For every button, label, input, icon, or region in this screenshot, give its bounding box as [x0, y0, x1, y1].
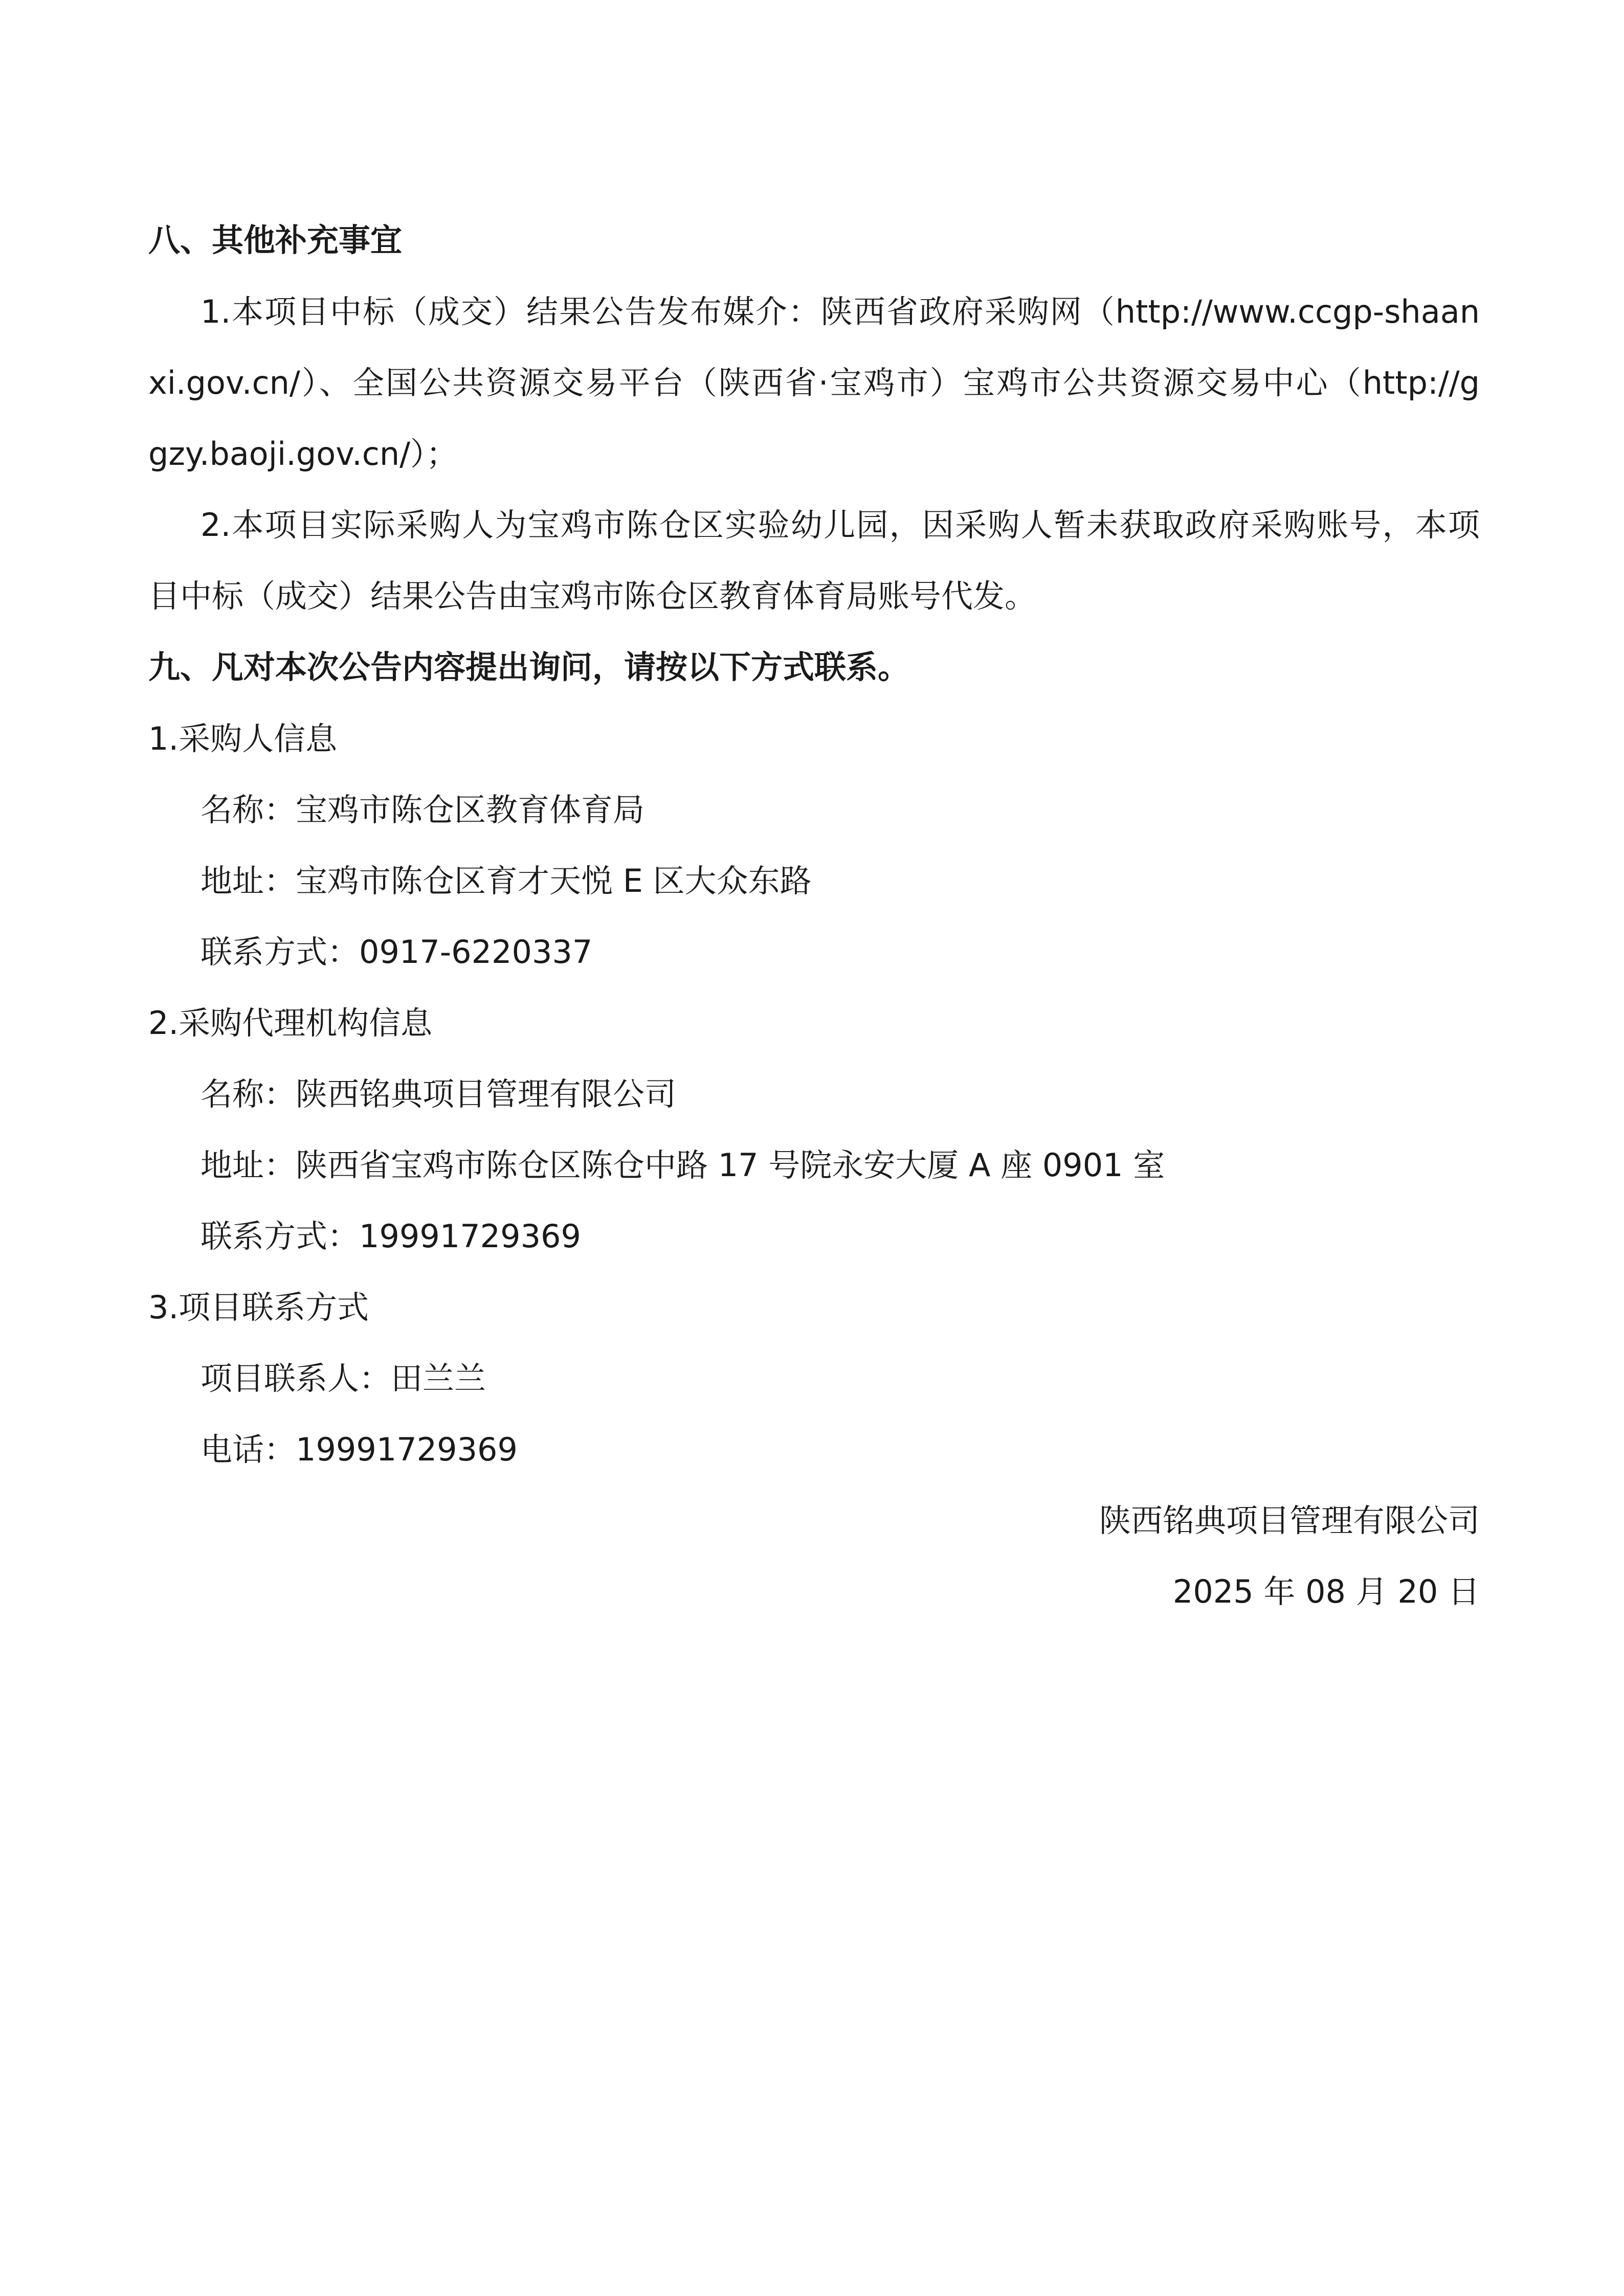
agency-name: 名称：陕西铭典项目管理有限公司: [201, 1075, 677, 1113]
agency-info-title: 2.采购代理机构信息: [148, 1004, 433, 1042]
section-nine-heading: 九、凡对本次公告内容提出询问，请按以下方式联系。: [148, 648, 910, 686]
section-eight-heading: 八、其他补充事宜: [148, 221, 403, 259]
signature-company: 陕西铭典项目管理有限公司: [1099, 1502, 1480, 1539]
project-contact-title: 3.项目联系方式: [148, 1289, 369, 1326]
section-eight-item1-line1: 1.本项目中标（成交）结果公告发布媒介：陕西省政府采购网（http://www.ccgp-shaan: [201, 293, 1480, 330]
purchaser-info-title: 1.采购人信息: [148, 720, 338, 757]
section-eight-item2-line1: 2.本项目实际采购人为宝鸡市陈仓区实验幼儿园，因采购人暂未获取政府采购账号，本项: [201, 506, 1480, 544]
signature-date: 2025 年 08 月 20 日: [1172, 1573, 1480, 1610]
project-contact-phone: 电话：19991729369: [201, 1431, 518, 1468]
purchaser-contact: 联系方式：0917-6220337: [201, 933, 593, 971]
section-eight-item2-line2: 目中标（成交）结果公告由宝鸡市陈仓区教育体育局账号代发。: [148, 577, 1037, 615]
section-eight-item1-line3: gzy.baoji.gov.cn/）；: [148, 435, 458, 472]
purchaser-name: 名称：宝鸡市陈仓区教育体育局: [201, 791, 645, 828]
agency-address: 地址：陕西省宝鸡市陈仓区陈仓中路 17 号院永安大厦 A 座 0901 室: [201, 1146, 1165, 1184]
section-eight-item1-line2: xi.gov.cn/）、全国公共资源交易平台（陕西省·宝鸡市）宝鸡市公共资源交易中心（http://g: [148, 364, 1480, 401]
purchaser-address: 地址：宝鸡市陈仓区育才天悦 E 区大众东路: [201, 862, 812, 899]
project-contact-person: 项目联系人：田兰兰: [201, 1360, 486, 1397]
agency-contact: 联系方式：19991729369: [201, 1218, 581, 1255]
